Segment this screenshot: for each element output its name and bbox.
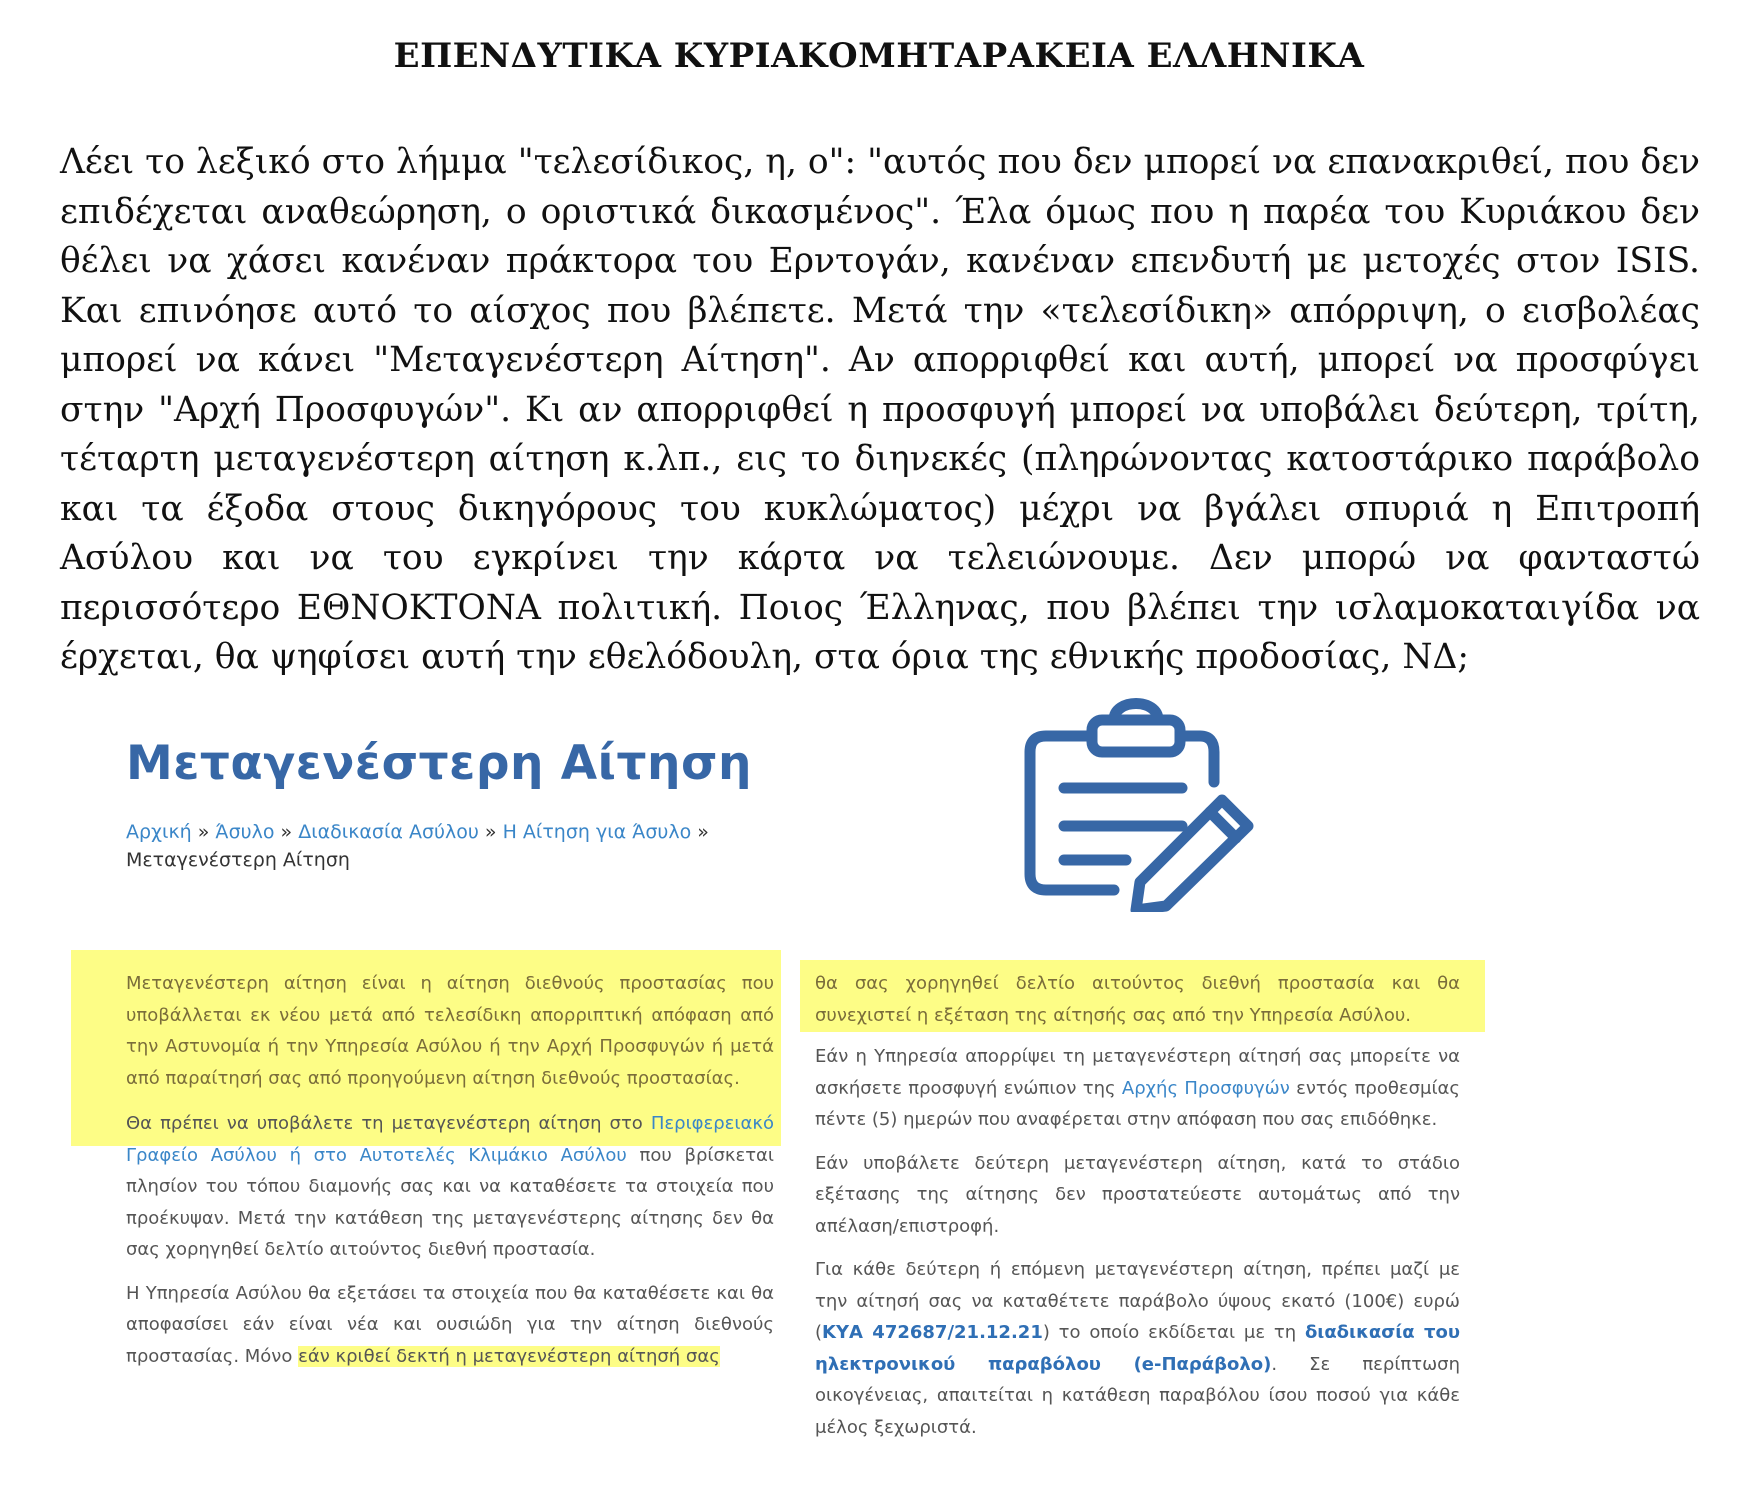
e-paravolo-link[interactable]: διαδικασία του ηλεκτρονικού παραβόλου (e-Παράβολο) [815, 1322, 1460, 1375]
page-title: Μεταγενέστερη Αίτηση [126, 736, 753, 791]
text: . Σε περίπτωση οικογένειας, απαιτείται η κατάθεση παραβόλου ίσου ποσού για κάθε μέλος ξεχωριστά. [815, 1353, 1460, 1438]
text: Η Υπηρεσία Ασύλου θα εξετάσει τα στοιχεία που θα καταθέσετε και θα αποφασίσει εάν είναι νέα και ουσιώδη για την αίτηση διεθνούς προστασίας. Μόνο [126, 1282, 774, 1367]
paragraph-second-application: Εάν υποβάλετε δεύτερη μεταγενέστερη αίτηση, κατά το στάδιο εξέτασης της αίτησης δεν προστατεύεστε αυτομάτως από την απέλαση/επιστροφή. [815, 1152, 1460, 1237]
text: εντός προθεσμίας πέντε (5) ημερών που αναφέρεται στην απόφαση που σας επιδόθηκε. [815, 1077, 1460, 1130]
text: που βρίσκεται πλησίον του τόπου διαμονής σας και να καταθέσετε τα στοιχεία που προέκυψαν. Μετά την κατάθεση της μεταγενέστερης αίτησης δεν θα σας χορηγηθεί δελτίο αιτούντος διεθνή προστασία. [126, 1144, 775, 1260]
paragraph-continuation: θα σας χορηγηθεί δελτίο αιτούντος διεθνή προστασία και θα συνεχιστεί η εξέταση της αίτησής σας από την Υπηρεσία Ασύλου. [815, 973, 1460, 1026]
kya-link[interactable]: ΚΥΑ 472687/21.12.21 [822, 1322, 1043, 1343]
paragraph-appeal [815, 1041, 1460, 1136]
appeals-authority-link[interactable]: Αρχής Προσφυγών [1121, 1077, 1290, 1099]
breadcrumb-asylum-link[interactable]: Άσυλο [215, 821, 275, 843]
breadcrumb-separator: » [280, 821, 293, 843]
paragraph-examination [126, 1278, 774, 1373]
breadcrumb-separator: » [484, 821, 497, 843]
left-column [126, 968, 774, 1384]
breadcrumb-home-link[interactable]: Αρχική [126, 821, 192, 843]
breadcrumb-current: Μεταγενέστερη Αίτηση [126, 849, 350, 871]
document-title: ΕΠΕΝΔΥΤΙΚΑ ΚΥΡΙΑΚΟΜΗΤΑΡΑΚΕΙΑ ΕΛΛΗΝΙΚΑ [393, 36, 1365, 76]
clipboard-edit-icon [1016, 690, 1256, 912]
breadcrumb-procedure-link[interactable]: Διαδικασία Ασύλου [298, 821, 479, 843]
text: Θα πρέπει να υποβάλετε τη μεταγενέστερη αίτηση στο [126, 1113, 643, 1134]
breadcrumb-separator: » [197, 821, 210, 843]
text: Εάν η Υπηρεσία απορρίψει τη μεταγενέστερη αίτησή σας μπορείτε να ασκήσετε προσφυγή ενώπιον της [815, 1046, 1460, 1099]
text: Για κάθε δεύτερη ή επόμενη μεταγενέστερη αίτηση, πρέπει μαζί με την αίτησή σας να καταθέτετε παράβολο ύψους εκατό (100€) ευρώ ( [815, 1259, 1460, 1343]
paragraph-submission [126, 1108, 774, 1266]
text: ) το οποίο εκδίδεται με τη [1042, 1322, 1297, 1343]
breadcrumb [126, 818, 766, 874]
breadcrumb-application-link[interactable]: Η Αίτηση για Άσυλο [502, 821, 692, 843]
article-body: Λέει το λεξικό στο λήμμα "τελεσίδικος, η, ο": "αυτός που δεν μπορεί να επανακριθεί, που δεν επιδέχεται αναθεώρηση, ο οριστικά δικασμένος". Έλα όμως που η παρέα του Κυριάκου δεν θέλει να χάσει κανέναν πράκτορα του Ερντογάν, κανέναν επενδυτή με μετοχές στον ISIS. Και επινόησε αυτό το αίσχος που βλέπετε. Μετά την «τελεσίδικη» απόρριψη, ο εισβολέας μπορεί να κάνει "Μεταγενέστερη Αίτηση". Αν απορριφθεί και αυτή, μπορεί να προσφύγει στην "Αρχή Προσφυγών". Κι αν απορριφθεί η προσφυγή μπορεί να υποβάλει δεύτερη, τρίτη, τέταρτη μεταγενέστερη αίτηση κ.λπ., εις το διηνεκές (πληρώνοντας κατοστάρικο παράβολο και τα έξοδα στους δικηγόρους του κυκλώματος) μέχρι να βγάλει σπυριά η Επιτροπή Ασύλου και να του εγκρίνει την κάρτα να τελειώνουμε. Δεν μπορώ να φανταστώ περισσότερο ΕΘΝΟΚΤΟΝΑ πολιτική. Ποιος Έλληνας, που βλέπει την ισλαμοκαταιγίδα να έρχεται, θα ψηφίσει αυτή την εθελόδουλη, στα όρια της εθνικής προδοσίας, ΝΔ; [60, 142, 1700, 677]
right-column [815, 968, 1460, 1455]
breadcrumb-separator: » [697, 821, 709, 843]
paragraph-definition: Μεταγενέστερη αίτηση είναι η αίτηση διεθνούς προστασίας που υποβάλλεται εκ νέου μετά από τελεσίδικη απορριπτική απόφαση από την Αστυνομία ή την Υπηρεσία Ασύλου ή την Αρχή Προσφυγών ή μετά από παραίτησή σας από προηγούμενη αίτηση διεθνούς προστασίας. [126, 973, 774, 1089]
paragraph-fee [815, 1254, 1460, 1443]
asylum-office-link[interactable]: Περιφερειακό Γραφείο Ασύλου ή στο Αυτοτελές Κλιμάκιο Ασύλου [126, 1113, 774, 1166]
highlighted-text: εάν κριθεί δεκτή η μεταγενέστερη αίτησή σας [298, 1345, 720, 1367]
